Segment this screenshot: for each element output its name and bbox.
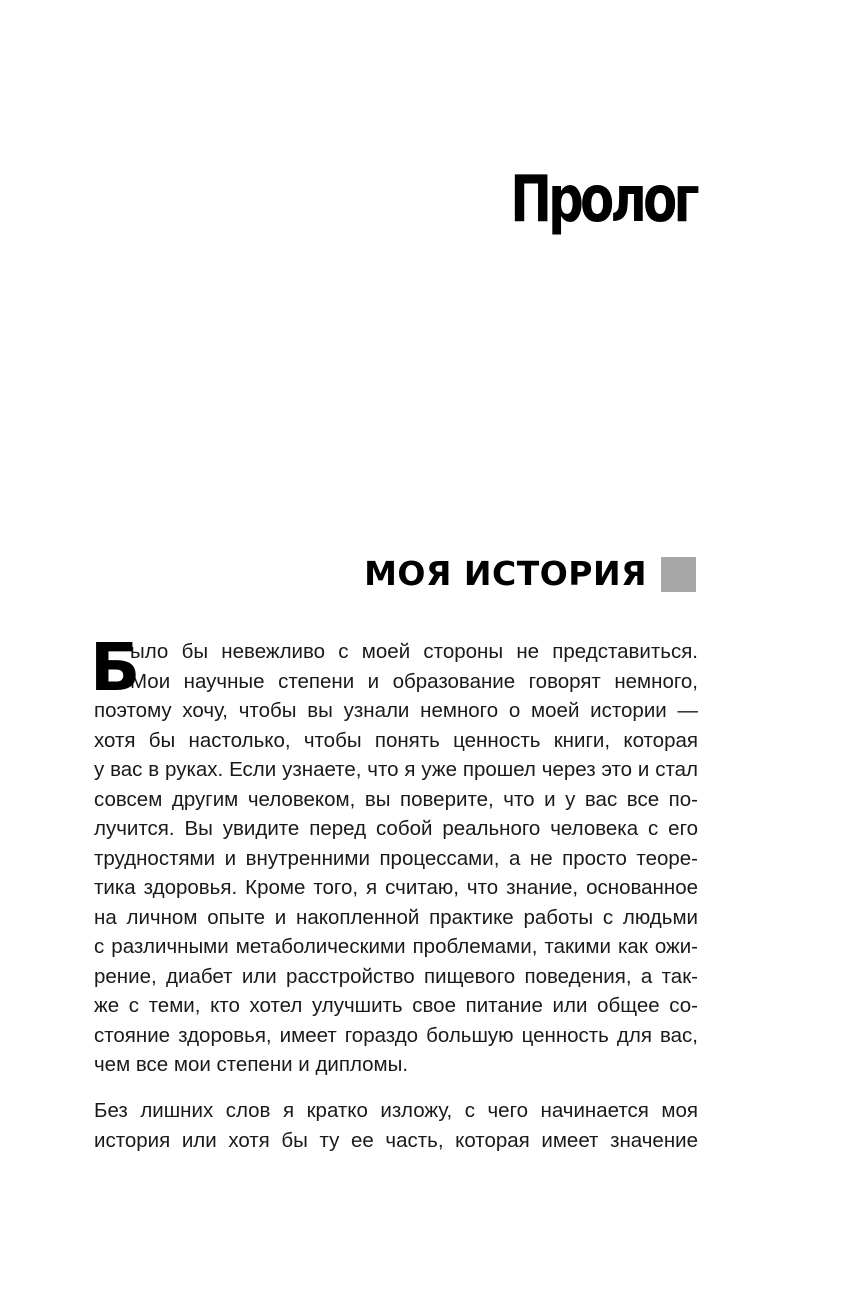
text-line: хотя бы настолько, чтобы понять ценность книги, которая bbox=[94, 728, 698, 752]
text-line: тика здоровья. Кроме того, я считаю, что знание, основанное bbox=[94, 876, 698, 899]
text-line: стояние здоровья, имеет гораздо большую ценность для вас, bbox=[94, 1023, 698, 1047]
text-line: на личном опыте и накопленной практике работы с людьми bbox=[94, 905, 698, 929]
drop-cap: Б bbox=[90, 629, 141, 706]
text-line: чем все мои степени и дипломы. bbox=[94, 1053, 409, 1076]
text-line: совсем другим человеком, вы поверите, что и у вас все по- bbox=[94, 787, 698, 811]
section-heading bbox=[364, 552, 696, 596]
text-line: история или хотя бы ту ее часть, которая имеет значение bbox=[94, 1128, 698, 1152]
text-line: трудностями и внутренними процессами, а не просто теоре- bbox=[94, 846, 698, 870]
text-line: рение, диабет или расстройство пищевого поведения, а так- bbox=[94, 964, 698, 988]
text-line: поэтому хочу, чтобы вы узнали немного о моей истории — bbox=[94, 699, 698, 722]
text-line: лучится. Вы увидите перед собой реального человека с его bbox=[94, 817, 698, 840]
text-line: же с теми, кто хотел улучшить свое питание или общее со- bbox=[94, 994, 698, 1017]
text-line: с различными метаболическими проблемами, такими как ожи- bbox=[94, 935, 698, 958]
section-marker-square bbox=[661, 557, 696, 592]
paragraph-1 bbox=[90, 629, 698, 1080]
paragraph-2 bbox=[94, 1096, 698, 1155]
chapter-title: Пролог bbox=[510, 163, 696, 237]
text-line: ыло бы невежливо с моей стороны не представиться. bbox=[130, 640, 698, 663]
text-line: у вас в руках. Если узнаете, что я уже прошел через это и стал bbox=[94, 758, 698, 781]
section-heading-text: МОЯ ИСТОРИЯ bbox=[364, 554, 647, 593]
text-line: Без лишних слов я кратко изложу, с чего начинается моя bbox=[94, 1099, 698, 1122]
text-line: Мои научные степени и образование говорят немного, bbox=[130, 669, 698, 693]
